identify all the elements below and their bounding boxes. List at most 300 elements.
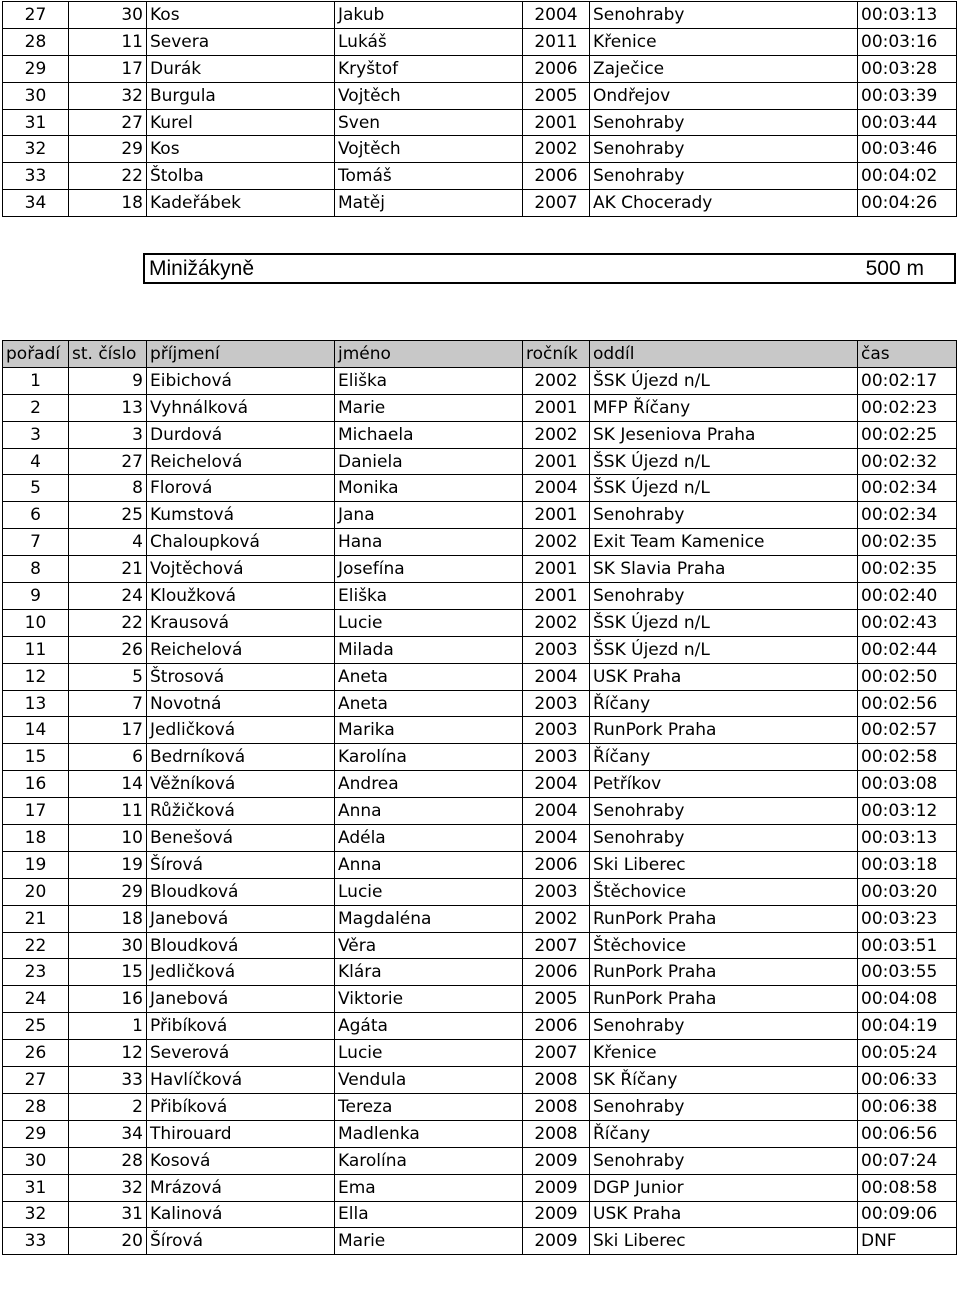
cell-bib: 10 <box>69 825 147 852</box>
cell-rank: 32 <box>3 1201 69 1228</box>
cell-surname: Šírová <box>147 1228 335 1255</box>
header-surname: příjmení <box>147 341 335 368</box>
cell-bib: 2 <box>69 1093 147 1120</box>
cell-surname: Štolba <box>147 163 335 190</box>
table-row <box>3 502 957 529</box>
cell-firstname: Karolína <box>335 1147 523 1174</box>
cell-year: 2006 <box>523 1013 590 1040</box>
cell-year: 2004 <box>523 2 590 29</box>
cell-time: 00:02:57 <box>858 717 957 744</box>
cell-bib: 22 <box>69 163 147 190</box>
cell-time: 00:03:51 <box>858 932 957 959</box>
cell-surname: Přibíková <box>147 1093 335 1120</box>
cell-club: Křenice <box>590 28 858 55</box>
cell-surname: Reichelová <box>147 636 335 663</box>
cell-club: SK Jeseniova Praha <box>590 421 858 448</box>
table-row <box>3 1067 957 1094</box>
cell-time: 00:03:18 <box>858 851 957 878</box>
cell-firstname: Aneta <box>335 663 523 690</box>
cell-surname: Bloudková <box>147 878 335 905</box>
cell-club: Senohraby <box>590 1147 858 1174</box>
cell-surname: Eibichová <box>147 367 335 394</box>
cell-club: ŠSK Újezd n/L <box>590 609 858 636</box>
results-table-previous <box>2 1 957 217</box>
cell-time: 00:03:46 <box>858 136 957 163</box>
cell-year: 2004 <box>523 475 590 502</box>
cell-year: 2002 <box>523 136 590 163</box>
header-rank: pořadí <box>3 341 69 368</box>
cell-rank: 32 <box>3 136 69 163</box>
cell-firstname: Tomáš <box>335 163 523 190</box>
cell-year: 2003 <box>523 717 590 744</box>
cell-year: 2002 <box>523 529 590 556</box>
cell-firstname: Aneta <box>335 690 523 717</box>
cell-firstname: Vojtěch <box>335 82 523 109</box>
cell-bib: 30 <box>69 2 147 29</box>
cell-firstname: Kryštof <box>335 55 523 82</box>
cell-firstname: Věra <box>335 932 523 959</box>
cell-club: DGP Junior <box>590 1174 858 1201</box>
cell-surname: Bloudková <box>147 932 335 959</box>
cell-bib: 32 <box>69 1174 147 1201</box>
cell-club: Senohraby <box>590 825 858 852</box>
cell-time: 00:07:24 <box>858 1147 957 1174</box>
cell-surname: Kumstová <box>147 502 335 529</box>
cell-bib: 25 <box>69 502 147 529</box>
cell-year: 2005 <box>523 82 590 109</box>
cell-bib: 14 <box>69 771 147 798</box>
cell-year: 2001 <box>523 502 590 529</box>
cell-rank: 28 <box>3 28 69 55</box>
cell-time: 00:02:34 <box>858 502 957 529</box>
cell-rank: 25 <box>3 1013 69 1040</box>
cell-surname: Kloužková <box>147 583 335 610</box>
cell-club: Senohraby <box>590 1093 858 1120</box>
table-row <box>3 717 957 744</box>
cell-surname: Novotná <box>147 690 335 717</box>
table-row <box>3 878 957 905</box>
cell-firstname: Sven <box>335 109 523 136</box>
table-row <box>3 583 957 610</box>
table-row <box>3 394 957 421</box>
cell-rank: 3 <box>3 421 69 448</box>
cell-time: 00:04:26 <box>858 190 957 217</box>
cell-firstname: Marie <box>335 1228 523 1255</box>
table-row <box>3 136 957 163</box>
cell-year: 2001 <box>523 556 590 583</box>
cell-surname: Kurel <box>147 109 335 136</box>
cell-year: 2001 <box>523 394 590 421</box>
cell-time: 00:02:40 <box>858 583 957 610</box>
table-row <box>3 109 957 136</box>
cell-year: 2003 <box>523 744 590 771</box>
cell-firstname: Marie <box>335 394 523 421</box>
cell-firstname: Daniela <box>335 448 523 475</box>
cell-year: 2009 <box>523 1201 590 1228</box>
cell-rank: 4 <box>3 448 69 475</box>
cell-year: 2008 <box>523 1120 590 1147</box>
table-row <box>3 851 957 878</box>
cell-firstname: Viktorie <box>335 986 523 1013</box>
cell-year: 2007 <box>523 932 590 959</box>
cell-firstname: Lukáš <box>335 28 523 55</box>
cell-rank: 1 <box>3 367 69 394</box>
cell-rank: 33 <box>3 1228 69 1255</box>
cell-surname: Havlíčková <box>147 1067 335 1094</box>
cell-firstname: Milada <box>335 636 523 663</box>
cell-year: 2006 <box>523 163 590 190</box>
cell-firstname: Lucie <box>335 609 523 636</box>
cell-bib: 29 <box>69 878 147 905</box>
cell-bib: 33 <box>69 1067 147 1094</box>
header-row <box>3 341 957 368</box>
cell-year: 2008 <box>523 1067 590 1094</box>
table-row <box>3 1147 957 1174</box>
cell-time: 00:02:23 <box>858 394 957 421</box>
cell-club: Křenice <box>590 1040 858 1067</box>
cell-time: 00:03:13 <box>858 2 957 29</box>
table-row <box>3 163 957 190</box>
table-row <box>3 421 957 448</box>
cell-club: SK Říčany <box>590 1067 858 1094</box>
cell-club: Senohraby <box>590 109 858 136</box>
cell-rank: 21 <box>3 905 69 932</box>
results-body <box>3 367 957 1254</box>
cell-firstname: Eliška <box>335 583 523 610</box>
table-row <box>3 1174 957 1201</box>
cell-year: 2002 <box>523 905 590 932</box>
cell-bib: 1 <box>69 1013 147 1040</box>
cell-year: 2004 <box>523 825 590 852</box>
cell-club: Ski Liberec <box>590 851 858 878</box>
cell-club: Senohraby <box>590 583 858 610</box>
cell-year: 2004 <box>523 771 590 798</box>
cell-rank: 15 <box>3 744 69 771</box>
cell-bib: 4 <box>69 529 147 556</box>
table-row <box>3 1228 957 1255</box>
cell-bib: 29 <box>69 136 147 163</box>
cell-bib: 21 <box>69 556 147 583</box>
cell-time: 00:03:12 <box>858 798 957 825</box>
header-year: ročník <box>523 341 590 368</box>
cell-time: 00:02:44 <box>858 636 957 663</box>
cell-year: 2011 <box>523 28 590 55</box>
cell-club: ŠSK Újezd n/L <box>590 367 858 394</box>
cell-bib: 22 <box>69 609 147 636</box>
cell-club: USK Praha <box>590 1201 858 1228</box>
cell-surname: Bedrníková <box>147 744 335 771</box>
cell-surname: Kosová <box>147 1147 335 1174</box>
cell-bib: 27 <box>69 448 147 475</box>
cell-year: 2009 <box>523 1147 590 1174</box>
cell-club: Senohraby <box>590 1013 858 1040</box>
cell-bib: 8 <box>69 475 147 502</box>
table-row <box>3 609 957 636</box>
table-row <box>3 28 957 55</box>
table-row <box>3 367 957 394</box>
cell-firstname: Anna <box>335 851 523 878</box>
table-row <box>3 636 957 663</box>
cell-rank: 26 <box>3 1040 69 1067</box>
cell-year: 2006 <box>523 851 590 878</box>
cell-rank: 2 <box>3 394 69 421</box>
table-row <box>3 190 957 217</box>
cell-surname: Thirouard <box>147 1120 335 1147</box>
cell-club: RunPork Praha <box>590 959 858 986</box>
cell-club: RunPork Praha <box>590 905 858 932</box>
cell-surname: Kalinová <box>147 1201 335 1228</box>
cell-time: 00:03:13 <box>858 825 957 852</box>
cell-rank: 10 <box>3 609 69 636</box>
cell-time: 00:03:55 <box>858 959 957 986</box>
cell-time: 00:03:28 <box>858 55 957 82</box>
cell-club: Ondřejov <box>590 82 858 109</box>
cell-firstname: Magdaléna <box>335 905 523 932</box>
cell-firstname: Ema <box>335 1174 523 1201</box>
cell-rank: 8 <box>3 556 69 583</box>
cell-time: 00:06:56 <box>858 1120 957 1147</box>
cell-firstname: Agáta <box>335 1013 523 1040</box>
cell-time: 00:05:24 <box>858 1040 957 1067</box>
cell-bib: 3 <box>69 421 147 448</box>
cell-rank: 20 <box>3 878 69 905</box>
cell-rank: 24 <box>3 986 69 1013</box>
table-row <box>3 475 957 502</box>
cell-firstname: Klára <box>335 959 523 986</box>
cell-rank: 7 <box>3 529 69 556</box>
cell-rank: 16 <box>3 771 69 798</box>
cell-time: 00:02:58 <box>858 744 957 771</box>
cell-surname: Chaloupková <box>147 529 335 556</box>
cell-firstname: Lucie <box>335 878 523 905</box>
cell-surname: Janebová <box>147 905 335 932</box>
cell-firstname: Vojtěch <box>335 136 523 163</box>
table-row <box>3 1013 957 1040</box>
cell-firstname: Marika <box>335 717 523 744</box>
cell-rank: 33 <box>3 163 69 190</box>
cell-firstname: Madlenka <box>335 1120 523 1147</box>
cell-time: 00:03:44 <box>858 109 957 136</box>
cell-bib: 17 <box>69 717 147 744</box>
cell-surname: Severa <box>147 28 335 55</box>
cell-club: SK Slavia Praha <box>590 556 858 583</box>
cell-club: ŠSK Újezd n/L <box>590 475 858 502</box>
table-row <box>3 1093 957 1120</box>
cell-club: Senohraby <box>590 163 858 190</box>
cell-time: 00:04:08 <box>858 986 957 1013</box>
cell-rank: 18 <box>3 825 69 852</box>
category-name: Minižákyně <box>149 256 255 280</box>
cell-year: 2007 <box>523 190 590 217</box>
cell-time: 00:03:16 <box>858 28 957 55</box>
cell-rank: 30 <box>3 1147 69 1174</box>
table-row <box>3 55 957 82</box>
cell-bib: 20 <box>69 1228 147 1255</box>
cell-surname: Kadeřábek <box>147 190 335 217</box>
cell-surname: Kos <box>147 136 335 163</box>
cell-club: Senohraby <box>590 2 858 29</box>
cell-bib: 16 <box>69 986 147 1013</box>
cell-firstname: Michaela <box>335 421 523 448</box>
cell-year: 2007 <box>523 1040 590 1067</box>
table-row <box>3 1040 957 1067</box>
cell-time: DNF <box>858 1228 957 1255</box>
cell-surname: Kos <box>147 2 335 29</box>
cell-bib: 11 <box>69 798 147 825</box>
cell-bib: 24 <box>69 583 147 610</box>
cell-time: 00:06:33 <box>858 1067 957 1094</box>
cell-club: Ski Liberec <box>590 1228 858 1255</box>
table-row <box>3 932 957 959</box>
cell-bib: 19 <box>69 851 147 878</box>
cell-bib: 18 <box>69 905 147 932</box>
cell-surname: Severová <box>147 1040 335 1067</box>
cell-firstname: Tereza <box>335 1093 523 1120</box>
cell-surname: Šírová <box>147 851 335 878</box>
cell-bib: 12 <box>69 1040 147 1067</box>
cell-bib: 27 <box>69 109 147 136</box>
table-row <box>3 905 957 932</box>
cell-year: 2009 <box>523 1228 590 1255</box>
cell-club: MFP Říčany <box>590 394 858 421</box>
table-row <box>3 744 957 771</box>
cell-year: 2006 <box>523 959 590 986</box>
cell-rank: 27 <box>3 2 69 29</box>
cell-firstname: Jakub <box>335 2 523 29</box>
cell-firstname: Ella <box>335 1201 523 1228</box>
header-firstname: jméno <box>335 341 523 368</box>
table-row <box>3 663 957 690</box>
cell-time: 00:04:19 <box>858 1013 957 1040</box>
table-row <box>3 798 957 825</box>
cell-firstname: Hana <box>335 529 523 556</box>
table-row <box>3 556 957 583</box>
category-header <box>143 253 956 284</box>
cell-bib: 7 <box>69 690 147 717</box>
cell-bib: 31 <box>69 1201 147 1228</box>
cell-surname: Jedličková <box>147 959 335 986</box>
cell-surname: Věžníková <box>147 771 335 798</box>
cell-club: Senohraby <box>590 798 858 825</box>
cell-time: 00:02:32 <box>858 448 957 475</box>
cell-rank: 31 <box>3 1174 69 1201</box>
table-row <box>3 448 957 475</box>
cell-club: ŠSK Újezd n/L <box>590 636 858 663</box>
table-row <box>3 825 957 852</box>
header-time: čas <box>858 341 957 368</box>
cell-year: 2001 <box>523 109 590 136</box>
cell-rank: 13 <box>3 690 69 717</box>
cell-bib: 17 <box>69 55 147 82</box>
cell-firstname: Jana <box>335 502 523 529</box>
cell-bib: 18 <box>69 190 147 217</box>
cell-year: 2002 <box>523 367 590 394</box>
table-row <box>3 1120 957 1147</box>
cell-club: Štěchovice <box>590 932 858 959</box>
cell-time: 00:08:58 <box>858 1174 957 1201</box>
cell-bib: 28 <box>69 1147 147 1174</box>
category-distance: 500 m <box>865 256 924 280</box>
cell-year: 2002 <box>523 609 590 636</box>
cell-bib: 26 <box>69 636 147 663</box>
cell-club: Štěchovice <box>590 878 858 905</box>
cell-club: Exit Team Kamenice <box>590 529 858 556</box>
cell-time: 00:02:43 <box>858 609 957 636</box>
cell-surname: Krausová <box>147 609 335 636</box>
cell-surname: Durák <box>147 55 335 82</box>
previous-results-body <box>3 2 957 217</box>
cell-rank: 31 <box>3 109 69 136</box>
cell-time: 00:03:23 <box>858 905 957 932</box>
cell-time: 00:02:35 <box>858 529 957 556</box>
cell-firstname: Monika <box>335 475 523 502</box>
table-row <box>3 771 957 798</box>
cell-firstname: Eliška <box>335 367 523 394</box>
cell-bib: 32 <box>69 82 147 109</box>
table-row <box>3 82 957 109</box>
cell-club: Zaječice <box>590 55 858 82</box>
cell-surname: Mrázová <box>147 1174 335 1201</box>
cell-firstname: Adéla <box>335 825 523 852</box>
results-table <box>2 340 957 1255</box>
cell-club: ŠSK Újezd n/L <box>590 448 858 475</box>
cell-year: 2004 <box>523 798 590 825</box>
cell-rank: 29 <box>3 55 69 82</box>
cell-firstname: Josefína <box>335 556 523 583</box>
cell-bib: 5 <box>69 663 147 690</box>
cell-firstname: Lucie <box>335 1040 523 1067</box>
cell-rank: 19 <box>3 851 69 878</box>
table-row <box>3 529 957 556</box>
cell-rank: 14 <box>3 717 69 744</box>
cell-time: 00:02:34 <box>858 475 957 502</box>
cell-time: 00:02:56 <box>858 690 957 717</box>
cell-club: Říčany <box>590 1120 858 1147</box>
cell-bib: 15 <box>69 959 147 986</box>
cell-time: 00:02:17 <box>858 367 957 394</box>
cell-firstname: Matěj <box>335 190 523 217</box>
cell-bib: 30 <box>69 932 147 959</box>
cell-rank: 30 <box>3 82 69 109</box>
cell-club: Senohraby <box>590 502 858 529</box>
header-club: oddíl <box>590 341 858 368</box>
cell-club: Říčany <box>590 744 858 771</box>
cell-club: Říčany <box>590 690 858 717</box>
cell-surname: Florová <box>147 475 335 502</box>
cell-year: 2003 <box>523 690 590 717</box>
cell-surname: Přibíková <box>147 1013 335 1040</box>
cell-time: 00:03:08 <box>858 771 957 798</box>
cell-club: Petříkov <box>590 771 858 798</box>
cell-time: 00:04:02 <box>858 163 957 190</box>
cell-rank: 17 <box>3 798 69 825</box>
cell-rank: 22 <box>3 932 69 959</box>
cell-year: 2001 <box>523 448 590 475</box>
cell-club: RunPork Praha <box>590 717 858 744</box>
cell-rank: 28 <box>3 1093 69 1120</box>
cell-time: 00:02:50 <box>858 663 957 690</box>
cell-rank: 23 <box>3 959 69 986</box>
cell-year: 2003 <box>523 878 590 905</box>
cell-year: 2006 <box>523 55 590 82</box>
cell-surname: Reichelová <box>147 448 335 475</box>
cell-rank: 11 <box>3 636 69 663</box>
cell-bib: 11 <box>69 28 147 55</box>
cell-year: 2002 <box>523 421 590 448</box>
table-row <box>3 986 957 1013</box>
cell-firstname: Anna <box>335 798 523 825</box>
table-row <box>3 2 957 29</box>
